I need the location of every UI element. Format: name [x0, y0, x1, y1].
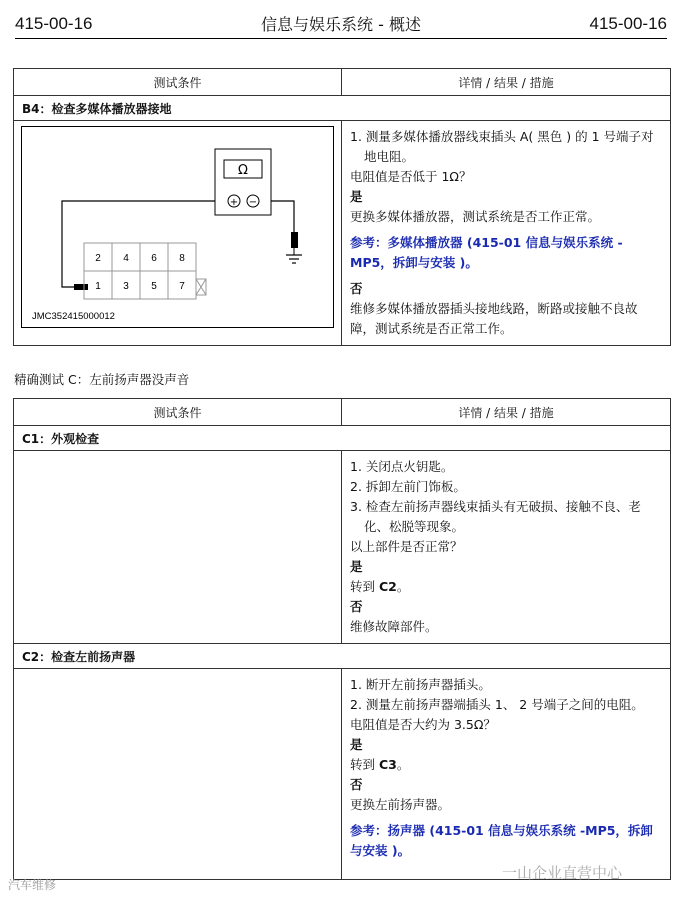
probe-wire-minus: [271, 201, 294, 232]
page-title: 信息与娱乐系统 - 概述: [261, 15, 421, 34]
c2-question: 电阻值是否大约为 3.5Ω？: [350, 717, 496, 732]
c1-yes-label: 是: [350, 559, 363, 574]
watermark-right: 一山企业直营中心: [502, 864, 623, 882]
column-header-detail: 详情 / 结果 / 措施: [342, 69, 671, 96]
b4-detail-cell: [342, 121, 671, 346]
column-header-condition: 测试条件: [14, 69, 342, 96]
c2-step-1: 1. 断开左前扬声器插头。: [350, 677, 491, 692]
test-table-b4: [13, 68, 671, 346]
pin-label: 8: [179, 253, 185, 264]
c1-step-1: 1. 关闭点火钥匙。: [350, 459, 454, 474]
connector-probe: [74, 284, 88, 290]
section-b4-title: B4：检查多媒体播放器接地: [14, 96, 671, 121]
c2-yes-action: 转到 C3。: [350, 757, 410, 772]
section-c2-title: C2：检查左前扬声器: [14, 644, 671, 669]
b4-no-action: 维修多媒体播放器插头接地线路，断路或接触不良故障，测试系统是否正常工作。: [350, 301, 638, 336]
ohmmeter-body: [215, 149, 271, 215]
c2-no-label: 否: [350, 777, 363, 792]
diagram-code: JMC352415000012: [32, 311, 115, 322]
c1-condition-cell: [14, 451, 342, 644]
c2-no-action: 更换左前扬声器。: [350, 797, 451, 812]
c1-step-2: 2. 拆卸左前门饰板。: [350, 479, 466, 494]
c2-yes-label: 是: [350, 737, 363, 752]
c2-reference: 参考：扬声器 (415-01 信息与娱乐系统 -MP5，拆卸与安装 )。: [350, 823, 653, 858]
minus-label: −: [248, 197, 258, 208]
wiring-diagram: [21, 126, 334, 328]
wiring-diagram-svg: [22, 127, 333, 327]
plus-label: +: [229, 197, 239, 208]
b4-yes-label: 是: [350, 189, 363, 204]
pin-label: 3: [123, 281, 129, 292]
ohmmeter-symbol: Ω: [238, 163, 248, 178]
c2-step-2: 2. 测量左前扬声器端插头 1、 2 号端子之间的电阻。: [350, 697, 644, 712]
pin-label: 5: [151, 281, 157, 292]
c1-no-action: 维修故障部件。: [350, 619, 438, 634]
pinpoint-test-c-title: 精确测试 C：左前扬声器没声音: [14, 372, 190, 387]
diagram-cell: [14, 121, 342, 346]
c2-goto-target: C3: [378, 757, 397, 772]
b4-yes-action: 更换多媒体播放器，测试系统是否工作正常。: [350, 209, 601, 224]
c1-no-label: 否: [350, 599, 363, 614]
pin-label: 1: [95, 281, 101, 292]
column-header-detail: 详情 / 结果 / 措施: [342, 399, 671, 426]
page-header: [15, 8, 667, 39]
section-c1-title: C1：外观检查: [14, 426, 671, 451]
pin-label: 6: [151, 253, 157, 264]
c1-detail-cell: [342, 451, 671, 644]
connector-a: [84, 243, 206, 299]
column-header-condition: 测试条件: [14, 399, 342, 426]
c2-condition-cell: [14, 669, 342, 880]
b4-question: 电阻值是否低于 1Ω？: [350, 169, 472, 184]
c1-yes-action: 转到 C2。: [350, 579, 410, 594]
watermark-left: 汽车维修: [8, 878, 57, 892]
pin-label: 7: [179, 281, 185, 292]
ground-probe: [291, 232, 298, 248]
c2-detail-cell: [342, 669, 671, 880]
page-code-left: 415-00-16: [15, 14, 93, 33]
c1-step-3: 3. 检查左前扬声器线束插头有无破损、接触不良、老化、松脱等现象。: [350, 499, 641, 534]
probe-wire-plus: [62, 201, 215, 287]
b4-no-label: 否: [350, 281, 363, 296]
b4-step-1: 1. 测量多媒体播放器线束插头 A( 黑色 ) 的 1 号端子对地电阻。: [350, 129, 654, 164]
c1-question: 以上部件是否正常？: [350, 539, 463, 554]
pin-label: 4: [123, 253, 129, 264]
test-table-c: [13, 398, 671, 880]
b4-reference: 参考：多媒体播放器 (415-01 信息与娱乐系统 - MP5，拆卸与安装 )。: [350, 235, 623, 270]
c1-goto-target: C2: [378, 579, 397, 594]
pin-label: 2: [95, 253, 101, 264]
page-code-right: 415-00-16: [589, 14, 667, 33]
